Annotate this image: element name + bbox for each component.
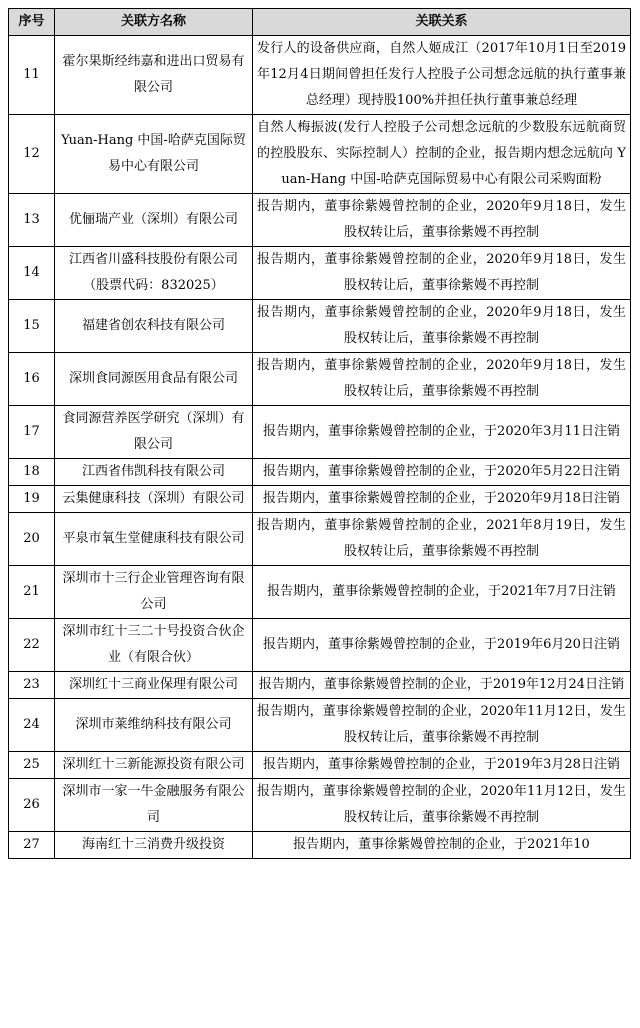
row-party-name: 深圳食同源医用食品有限公司 bbox=[55, 353, 253, 406]
row-party-name: 霍尔果斯经纬嘉和进出口贸易有限公司 bbox=[55, 36, 253, 115]
row-relationship: 报告期内，董事徐紫嫚曾控制的企业，2020年9月18日，发生股权转让后，董事徐紫嫚不再控制 bbox=[253, 194, 631, 247]
row-relationship: 报告期内，董事徐紫嫚曾控制的企业，于2019年6月20日注销 bbox=[253, 619, 631, 672]
row-serial-number: 13 bbox=[9, 194, 55, 247]
row-serial-number: 25 bbox=[9, 752, 55, 779]
row-serial-number: 26 bbox=[9, 779, 55, 832]
row-party-name: 江西省伟凯科技有限公司 bbox=[55, 459, 253, 486]
row-relationship: 报告期内，董事徐紫嫚曾控制的企业，2020年9月18日，发生股权转让后，董事徐紫嫚不再控制 bbox=[253, 247, 631, 300]
row-relationship: 自然人梅振波(发行人控股子公司想念远航的少数股东远航商贸的控股股东、实际控制人）控制的企业，报告期内想念远航向 Yuan-Hang 中国-哈萨克国际贸易中心有限公司采购面粉 bbox=[253, 115, 631, 194]
row-relationship: 发行人的设备供应商，自然人姬成江（2017年10月1日至2019年12月4日期间曾担任发行人控股子公司想念远航的执行董事兼总经理）现持股100%并担任执行董事兼总经理 bbox=[253, 36, 631, 115]
table-row bbox=[9, 115, 631, 194]
row-relationship: 报告期内，董事徐紫嫚曾控制的企业，于2021年7月7日注销 bbox=[253, 566, 631, 619]
table-row bbox=[9, 459, 631, 486]
row-relationship: 报告期内，董事徐紫嫚曾控制的企业，2020年11月12日，发生股权转让后，董事徐紫嫚不再控制 bbox=[253, 699, 631, 752]
row-party-name: 平泉市氧生堂健康科技有限公司 bbox=[55, 513, 253, 566]
row-serial-number: 19 bbox=[9, 486, 55, 513]
table-row bbox=[9, 566, 631, 619]
row-serial-number: 17 bbox=[9, 406, 55, 459]
row-party-name: 深圳市十三行企业管理咨询有限公司 bbox=[55, 566, 253, 619]
row-party-name: 江西省川盛科技股份有限公司（股票代码：832025） bbox=[55, 247, 253, 300]
table-row bbox=[9, 699, 631, 752]
row-relationship: 报告期内，董事徐紫嫚曾控制的企业，2020年11月12日，发生股权转让后，董事徐紫嫚不再控制 bbox=[253, 779, 631, 832]
related-parties-table bbox=[8, 8, 631, 859]
table-row bbox=[9, 619, 631, 672]
row-party-name: 深圳红十三商业保理有限公司 bbox=[55, 672, 253, 699]
row-relationship: 报告期内，董事徐紫嫚曾控制的企业，2020年9月18日，发生股权转让后，董事徐紫嫚不再控制 bbox=[253, 353, 631, 406]
table-body bbox=[9, 36, 631, 859]
table-row bbox=[9, 194, 631, 247]
row-relationship: 报告期内，董事徐紫嫚曾控制的企业，于2019年12月24日注销 bbox=[253, 672, 631, 699]
row-party-name: 食同源营养医学研究（深圳）有限公司 bbox=[55, 406, 253, 459]
row-serial-number: 20 bbox=[9, 513, 55, 566]
row-relationship: 报告期内，董事徐紫嫚曾控制的企业，于2020年9月18日注销 bbox=[253, 486, 631, 513]
table-row bbox=[9, 300, 631, 353]
row-serial-number: 14 bbox=[9, 247, 55, 300]
row-serial-number: 23 bbox=[9, 672, 55, 699]
table-header-row bbox=[9, 9, 631, 36]
row-serial-number: 27 bbox=[9, 832, 55, 859]
table-row bbox=[9, 486, 631, 513]
table-row bbox=[9, 247, 631, 300]
header-relationship: 关联关系 bbox=[253, 9, 631, 36]
row-serial-number: 11 bbox=[9, 36, 55, 115]
row-party-name: Yuan-Hang 中国-哈萨克国际贸易中心有限公司 bbox=[55, 115, 253, 194]
row-party-name: 福建省创农科技有限公司 bbox=[55, 300, 253, 353]
header-related-party-name: 关联方名称 bbox=[55, 9, 253, 36]
row-serial-number: 18 bbox=[9, 459, 55, 486]
row-serial-number: 22 bbox=[9, 619, 55, 672]
row-serial-number: 12 bbox=[9, 115, 55, 194]
header-serial-number: 序号 bbox=[9, 9, 55, 36]
row-party-name: 深圳市红十三二十号投资合伙企业（有限合伙） bbox=[55, 619, 253, 672]
row-relationship: 报告期内，董事徐紫嫚曾控制的企业，于2020年5月22日注销 bbox=[253, 459, 631, 486]
row-party-name: 深圳市一家一牛金融服务有限公司 bbox=[55, 779, 253, 832]
row-serial-number: 15 bbox=[9, 300, 55, 353]
table-row bbox=[9, 832, 631, 859]
row-relationship: 报告期内，董事徐紫嫚曾控制的企业，2021年8月19日，发生股权转让后，董事徐紫嫚不再控制 bbox=[253, 513, 631, 566]
table-row bbox=[9, 779, 631, 832]
row-party-name: 深圳红十三新能源投资有限公司 bbox=[55, 752, 253, 779]
table-row bbox=[9, 36, 631, 115]
row-relationship: 报告期内，董事徐紫嫚曾控制的企业，于2019年3月28日注销 bbox=[253, 752, 631, 779]
table-row bbox=[9, 513, 631, 566]
table-row bbox=[9, 752, 631, 779]
row-party-name: 深圳市莱维纳科技有限公司 bbox=[55, 699, 253, 752]
row-relationship: 报告期内，董事徐紫嫚曾控制的企业，于2020年3月11日注销 bbox=[253, 406, 631, 459]
row-party-name: 优俪瑞产业（深圳）有限公司 bbox=[55, 194, 253, 247]
table-row bbox=[9, 353, 631, 406]
row-serial-number: 21 bbox=[9, 566, 55, 619]
row-party-name: 云集健康科技（深圳）有限公司 bbox=[55, 486, 253, 513]
row-relationship: 报告期内，董事徐紫嫚曾控制的企业，2020年9月18日，发生股权转让后，董事徐紫嫚不再控制 bbox=[253, 300, 631, 353]
row-party-name: 海南红十三消费升级投资 bbox=[55, 832, 253, 859]
row-serial-number: 24 bbox=[9, 699, 55, 752]
row-relationship: 报告期内，董事徐紫嫚曾控制的企业，于2021年10 bbox=[253, 832, 631, 859]
table-row bbox=[9, 672, 631, 699]
table-row bbox=[9, 406, 631, 459]
row-serial-number: 16 bbox=[9, 353, 55, 406]
